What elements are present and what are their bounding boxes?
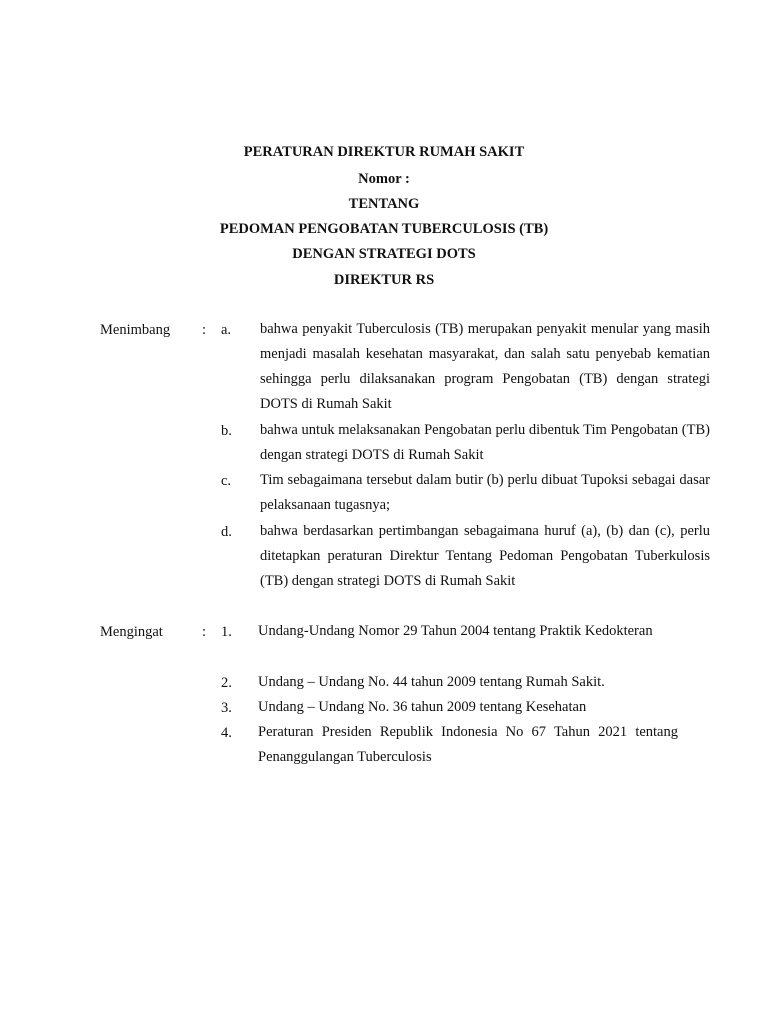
heading-strategy: DENGAN STRATEGI DOTS [292, 246, 476, 262]
item-text: bahwa untuk melaksanakan Pengobatan perlu dibentuk Tim Pengobatan (TB) dengan strategi DOTS di Rumah Sakit [260, 422, 710, 463]
item-text: Undang – Undang No. 36 tahun 2009 tentang Kesehatan [258, 699, 587, 715]
item-text: Undang-Undang Nomor 29 Tahun 2004 tentang Praktik Kedokteran [258, 623, 653, 639]
item-marker: 4. [221, 725, 232, 741]
heading-title: PERATURAN DIREKTUR RUMAH SAKIT [243, 144, 525, 160]
item-marker: 3. [221, 700, 232, 716]
section-colon: : [202, 322, 207, 338]
item-marker: 2. [221, 675, 232, 691]
item-text: bahwa berdasarkan pertimbangan sebagaimana huruf (a), (b) dan (c), perlu ditetapkan peraturan Direktur Tentang Pedoman Pengobatan Tuberkulosis (TB) dengan strategi DOTS di Rumah Sakit [260, 523, 710, 589]
item-text: Undang – Undang No. 44 tahun 2009 tentang Rumah Sakit. [258, 674, 605, 690]
section-label: Mengingat [100, 624, 163, 640]
item-marker: c. [221, 473, 232, 489]
item-marker: b. [221, 423, 232, 439]
heading-number: Nomor : [358, 171, 410, 187]
item-marker: a. [221, 322, 232, 338]
heading-subject: PEDOMAN PENGOBATAN TUBERCULOSIS (TB) [219, 221, 549, 237]
heading-about: TENTANG [348, 196, 420, 212]
section-colon: : [202, 624, 207, 640]
item-text: Tim sebagaimana tersebut dalam butir (b) perlu dibuat Tupoksi sebagai dasar pelaksanaan tugasnya; [260, 472, 710, 513]
section-label: Menimbang [100, 322, 171, 338]
item-text: bahwa penyakit Tuberculosis (TB) merupakan penyakit menular yang masih menjadi masalah kesehatan masyarakat, dan salah satu penyebab kematian sehingga perlu dilaksanakan program Pengobatan (TB) dengan strategi DOTS di Rumah Sakit [260, 321, 710, 412]
item-marker: d. [221, 524, 232, 540]
heading-director: DIREKTUR RS [333, 272, 435, 288]
item-text: Peraturan Presiden Republik Indonesia No 67 Tahun 2021 tentang Penanggulangan Tuberculosis [258, 724, 678, 765]
item-marker: 1. [221, 624, 232, 640]
